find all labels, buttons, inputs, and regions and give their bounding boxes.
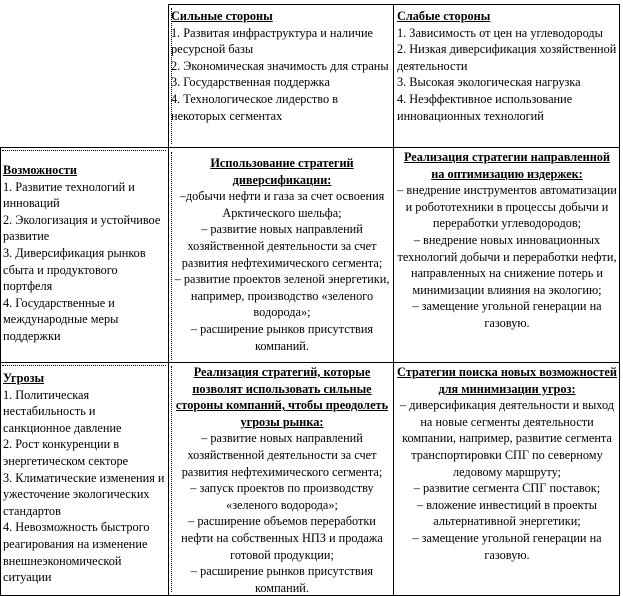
grid-line-dotted: [2, 150, 166, 151]
opportunities-title: Возможности: [3, 163, 77, 177]
st-strategy-item: – запуск проектов по производству «зеленого водорода»;: [190, 481, 374, 512]
grid-line-dotted: [171, 366, 172, 592]
threat-item: 1. Политическая нестабильность и санкционное давление: [3, 387, 122, 435]
weakness-item: 1. Зависимость от цен на углеводороды: [397, 25, 603, 40]
grid-line: [0, 147, 620, 148]
grid-line: [0, 362, 620, 363]
grid-line: [393, 4, 394, 596]
so-strategy-item: –добычи нефти и газа за счет освоения Арктического шельфа;: [179, 189, 385, 220]
so-strategy-cell: [174, 155, 390, 354]
st-strategy-title: Реализация стратегий, которые позволят использовать сильные стороны компаний, чтобы преодолеть угрозы рынка:: [175, 365, 389, 429]
grid-line: [0, 147, 1, 596]
strengths-title: Сильные стороны: [171, 9, 273, 23]
opportunities-cell: [3, 162, 165, 345]
wt-strategy-title: Стратегии поиска новых возможностей для минимизации угроз:: [397, 365, 617, 396]
wt-strategy-cell: [396, 364, 618, 563]
strength-item: 2. Экономическая значимость для страны: [171, 58, 389, 73]
st-strategy-item: – расширение объемов переработки нефти на собственных НПЗ и продажа готовой продукции;: [181, 514, 383, 562]
grid-line: [168, 4, 620, 5]
strength-item: 4. Технологическое лидерство в некоторых сегментах: [171, 91, 339, 123]
opportunity-item: 4. Государственные и международные меры поддержки: [3, 295, 119, 343]
threat-item: 3. Климатические изменения и ужесточение экологических стандартов: [3, 470, 165, 518]
weakness-item: 3. Высокая экологическая нагрузка: [397, 75, 581, 90]
strength-item: 1. Развитая инфраструктура и наличие ресурсной базы: [171, 25, 373, 57]
wt-strategy-item: – развитие сегмента СПГ поставок;: [413, 481, 601, 496]
strength-item: 3. Государственная поддержка: [171, 75, 330, 90]
st-strategy-item: – развитие новых направлений хозяйственной деятельности за счет развития нефтехимического сегмента;: [181, 431, 383, 479]
grid-line: [168, 4, 169, 596]
wo-strategy-item: – замещение угольной генерации на газовую.: [412, 299, 602, 330]
opportunity-item: 1. Развитие технологий и инноваций: [3, 179, 135, 211]
weaknesses-cell: [397, 8, 617, 124]
st-strategy-cell: [174, 364, 390, 596]
wt-strategy-item: – диверсификация деятельности и выход на новые сегменты деятельности компании, например, развитие сегмента транспортировки СПГ по северному ледовому маршруту;: [399, 398, 615, 479]
weakness-item: 4. Неэффективное использование инновационных технологий: [397, 91, 573, 123]
so-strategy-item: – развитие новых направлений хозяйственной деятельности за счет развития нефтехимического сегмента;: [181, 222, 383, 270]
grid-line-dotted: [171, 152, 172, 360]
weakness-item: 2. Низкая диверсификация хозяйственной деятельности: [397, 42, 617, 73]
so-strategy-item: – расширение рынков присутствия компаний.: [190, 321, 374, 353]
threats-cell: [3, 370, 165, 586]
threat-item: 4. Невозможность быстрого реагирования на изменение внешнеэкономической ситуации: [3, 520, 150, 585]
wt-strategy-item: – замещение угольной генерации на газовую.: [412, 530, 602, 562]
wo-strategy-title: Реализация стратегии направленной на оптимизацию издержек:: [403, 150, 611, 181]
opportunity-item: 2. Экологизация и устойчивое развитие: [3, 212, 161, 244]
wo-strategy-item: – внедрение новых инновационных технологий добычи и переработки нефти, направленных на снижение потерь и минимизации влияния на экологию;: [397, 232, 617, 297]
wt-strategy-item: – вложение инвестиций в проекты альтернативной энергетики;: [416, 497, 598, 529]
wo-strategy-cell: [396, 149, 618, 332]
st-strategy-item: – расширение рынков присутствия компаний.: [190, 564, 374, 595]
so-strategy-item: – развитие проектов зеленой энергетики, например, производство «зеленого водорода»;: [174, 272, 390, 320]
so-strategy-title: Использование стратегий диверсификации:: [210, 156, 354, 187]
threats-title: Угрозы: [3, 371, 45, 385]
opportunity-item: 3. Диверсификация рынков сбыта и продуктового портфеля: [3, 245, 146, 294]
grid-line: [619, 4, 620, 596]
threat-item: 2. Рост конкуренции в энергетическом секторе: [3, 437, 129, 468]
grid-line-dotted: [2, 365, 166, 366]
wo-strategy-item: – внедрение инструментов автоматизации и робототехники в процессы добычи и переработки углеводородов;: [397, 183, 617, 231]
strengths-cell: [171, 8, 391, 124]
weaknesses-title: Слабые стороны: [397, 9, 491, 23]
